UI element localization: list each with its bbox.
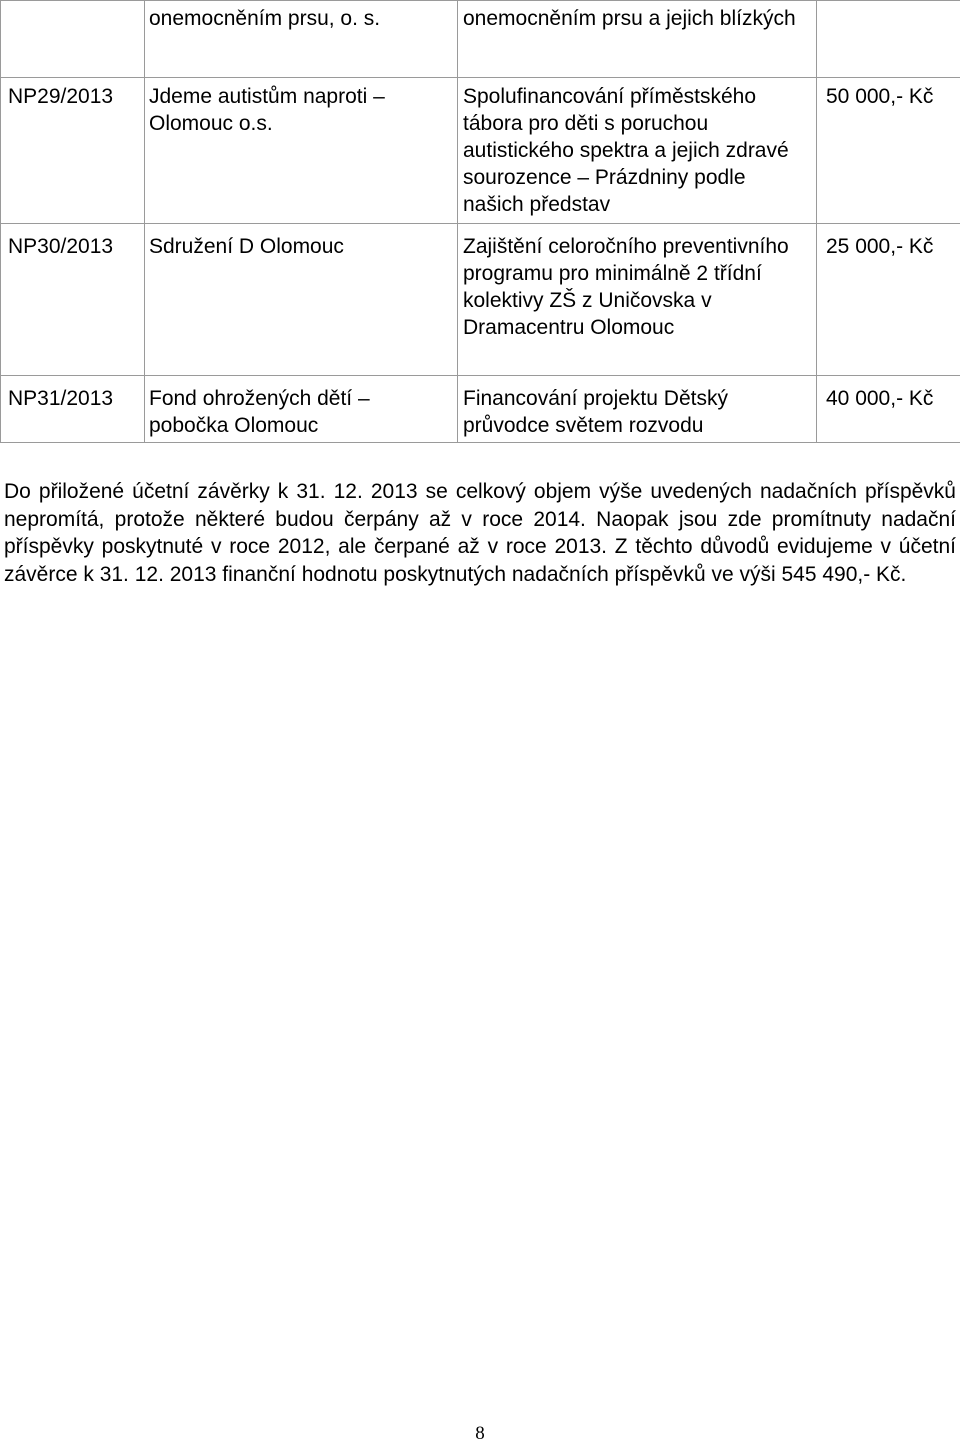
- purpose-cell: Zajištění celoročního preventivního programu pro minimálně 2 třídní kolektivy ZŠ z Uničovska v Dramacentru Olomouc: [458, 224, 817, 376]
- grant-id-cell: NP30/2013: [1, 224, 145, 376]
- organization-cell: Fond ohrožených dětí – pobočka Olomouc: [145, 376, 458, 443]
- organization-text: Jdeme autistům naproti – Olomouc o.s.: [149, 85, 385, 135]
- table-row: [1, 1, 960, 78]
- grant-id-text: NP29/2013: [8, 85, 114, 108]
- table-row: [1, 78, 960, 224]
- organization-cell: Sdružení D Olomouc: [145, 224, 458, 376]
- organization-cell: onemocněním prsu, o. s.: [145, 1, 458, 78]
- grant-id-cell: [1, 78, 145, 224]
- table-row: [1, 376, 960, 443]
- purpose-cell: [458, 78, 817, 224]
- amount-cell: 25 000,- Kč: [817, 224, 960, 376]
- organization-cell: [145, 78, 458, 224]
- accounting-note-paragraph: Do přiložené účetní závěrky k 31. 12. 2013 se celkový objem výše uvedených nadačních příspěvků nepromítá, protože některé budou čerpány až v roce 2014. Naopak jsou zde promítnuty nadační příspěvky poskytnuté v roce 2012, ale čerpané až v roce 2013. Z těchto důvodů evidujeme v účetní závěrce k 31. 12. 2013 finanční hodnotu poskytnutých nadačních příspěvků ve výši 545 490,- Kč.: [4, 480, 956, 586]
- purpose-cell: onemocněním prsu a jejich blízkých: [458, 1, 817, 78]
- amount-cell: [817, 78, 960, 224]
- grant-id-cell: NP31/2013: [1, 376, 145, 443]
- grant-id-cell: [1, 1, 145, 78]
- purpose-text: Spolufinancování příměstského tábora pro děti s poruchou autistického spektra a jejich zdravé sourozence – Prázdniny podle našich představ: [463, 85, 789, 216]
- table-row: [1, 224, 960, 376]
- amount-cell: [817, 1, 960, 78]
- grants-table: [0, 0, 960, 443]
- amount-text: 50 000,- Kč: [826, 85, 934, 108]
- amount-cell: 40 000,- Kč: [817, 376, 960, 443]
- purpose-cell: Financování projektu Dětský průvodce světem rozvodu: [458, 376, 817, 443]
- page-number: 8: [475, 1423, 485, 1444]
